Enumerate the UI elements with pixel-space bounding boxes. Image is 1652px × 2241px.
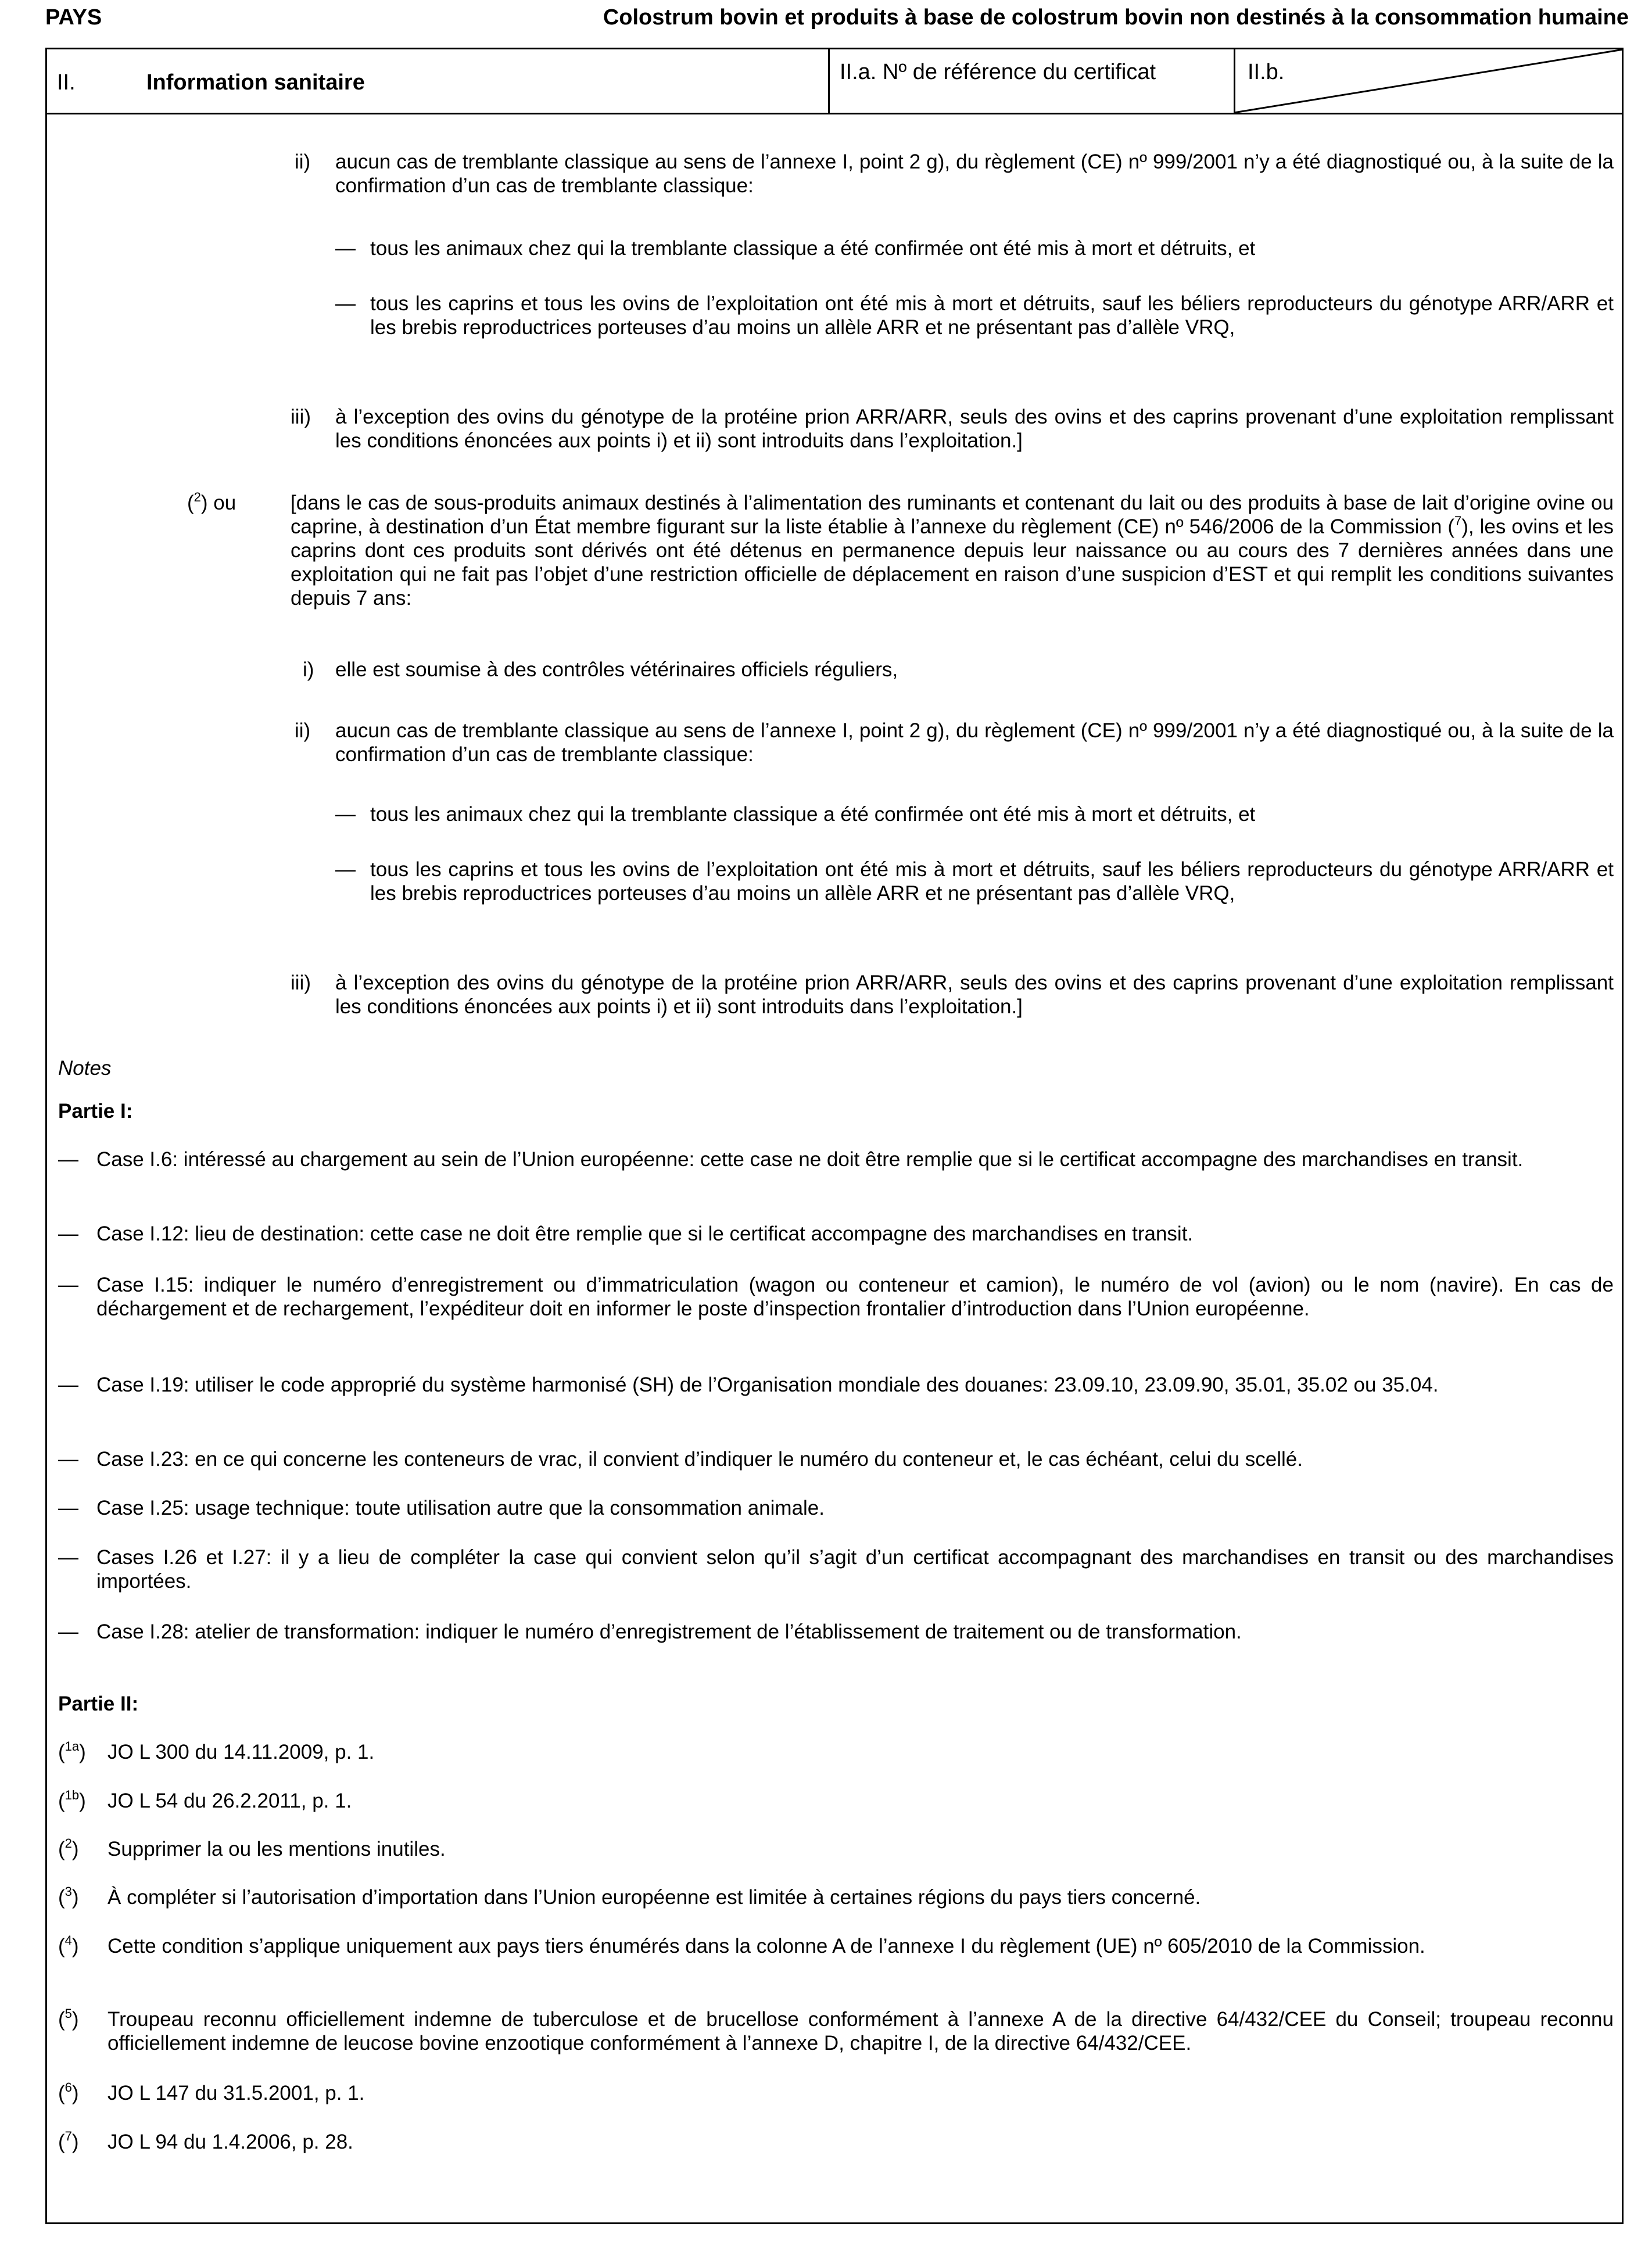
footnote-marker: ($^6$) (58, 2080, 79, 2104)
item-iii-marker: iii) (291, 406, 311, 428)
item-ii-text: aucun cas de tremblante classique au sens de l’annexe I, point 2 g), du règlement (CE) nº 999/2001 n’y a été diagnostiqué ou, à la suite de la confirmation d’un cas de tremblante classique: (335, 719, 1614, 766)
part1-note: Case I.6: intéressé au chargement au sein de l’Union européenne: cette case ne doit être remplie que si le certificat accompagne des marchandises en transit. (96, 1148, 1524, 1171)
footnote-text: JO L 54 du 26.2.2011, p. 1. (107, 1790, 352, 1812)
ref-number-label: II.a. Nº de référence du certificat (840, 60, 1156, 84)
item-iii-text: à l’exception des ovins du génotype de la protéine prion ARR/ARR, seuls des ovins et des caprins provenant d’une exploitation remplissant les conditions énoncées aux points i) et ii) sont introduits dans l’exploitation.] (335, 406, 1614, 452)
item-ii-marker: ii) (295, 150, 311, 173)
dash-marker: — (335, 803, 356, 826)
part1-note: Case I.25: usage technique: toute utilisation autre que la consommation animale. (96, 1497, 825, 1519)
footnote-marker: ($^{1b}$) (58, 1788, 86, 1812)
footnote-text: JO L 147 du 31.5.2001, p. 1. (107, 2082, 365, 2104)
footnote-marker: ($^7$) (58, 2129, 79, 2153)
dash-marker: — (58, 1374, 78, 1396)
part1-note: Case I.28: atelier de transformation: indiquer le numéro d’enregistrement de l’établissement de traitement ou de transformation. (96, 1620, 1242, 1643)
footnote-text: À compléter si l’autorisation d’importation dans l’Union européenne est limitée à certaines régions du pays tiers concerné. (107, 1886, 1201, 1909)
dash-marker: — (335, 858, 356, 881)
option-intro: [dans le cas de sous-produits animaux destinés à l’alimentation des ruminants et contenant du lait ou des produits à base de lait d’origine ovine ou caprine, à destination d’un État membre figurant sur la liste établie à l’annexe du règlement (CE) nº 546/2006 de la Commission ($^7$), les ovins et les caprins dont ces produits sont dérivés ont été détenus en permanence depuis leur naissance ou au cours des 7 dernières années dans une exploitation qui ne fait pas l’objet d’une restriction officielle de déplacement en raison d’une suspicion d’EST et qui remplit les conditions suivantes depuis 7 ans: (291, 492, 1614, 609)
dash-item-2: tous les caprins et tous les ovins de l’exploitation ont été mis à mort et détruits, sauf les béliers reproducteurs du génotype ARR/ARR et les brebis reproductrices porteuses d’au moins un allèle ARR et ne présentant pas d’allèle VRQ, (370, 292, 1614, 339)
footnote-marker: ($^{1a}$) (58, 1739, 86, 1763)
part1-note: Case I.23: en ce qui concerne les conteneurs de vrac, il convient d’indiquer le numéro du conteneur et, le cas échéant, celui du scellé. (96, 1448, 1303, 1471)
option-marker: ($^2$) ou (187, 490, 236, 514)
ref-b-diagonal (1234, 48, 1624, 114)
section-number: II. (57, 70, 76, 95)
dash-marker: — (58, 1497, 78, 1519)
dash-item-1: tous les animaux chez qui la tremblante classique a été confirmée ont été mis à mort et détruits, et (370, 237, 1256, 260)
footnote-marker: ($^4$) (58, 1933, 79, 1957)
dash-marker: — (335, 237, 356, 260)
footnote-marker: ($^2$) (58, 1836, 79, 1860)
item-i-text: elle est soumise à des contrôles vétérinaires officiels réguliers, (335, 658, 898, 681)
item-iii-text: à l’exception des ovins du génotype de la protéine prion ARR/ARR, seuls des ovins et des caprins provenant d’une exploitation remplissant les conditions énoncées aux points i) et ii) sont introduits dans l’exploitation.] (335, 971, 1614, 1018)
item-iii-marker: iii) (291, 971, 311, 994)
item-ii-marker: ii) (295, 719, 311, 742)
dash-marker: — (335, 292, 356, 315)
footnote-text: Supprimer la ou les mentions inutiles. (107, 1838, 446, 1860)
footnote-text: JO L 94 du 1.4.2006, p. 28. (107, 2131, 353, 2153)
item-i-marker: i) (303, 658, 314, 681)
dash-marker: — (58, 1148, 78, 1171)
dash-item-1: tous les animaux chez qui la tremblante classique a été confirmée ont été mis à mort et détruits, et (370, 803, 1256, 826)
ref-col-divider (828, 48, 830, 114)
notes-heading: Notes (58, 1057, 112, 1080)
footnote-text: JO L 300 du 14.11.2009, p. 1. (107, 1741, 375, 1763)
footnote-text: Troupeau reconnu officiellement indemne de tuberculose et de brucellose conformément à l’annexe A de la directive 64/432/CEE du Conseil; troupeau reconnu officiellement indemne de leucose bovine enzootique conformément à l’annexe D, chapitre I, de la directive 64/432/CEE. (107, 2008, 1614, 2054)
part1-note: Case I.19: utiliser le code approprié du système harmonisé (SH) de l’Organisation mondiale des douanes: 23.09.10, 23.09.90, 35.01, 35.02 ou 35.04. (96, 1374, 1439, 1396)
dash-marker: — (58, 1620, 78, 1643)
dash-marker: — (58, 1274, 78, 1296)
footnote-marker: ($^3$) (58, 1884, 79, 1909)
dash-marker: — (58, 1546, 78, 1569)
part1-note: Cases I.26 et I.27: il y a lieu de compléter la case qui convient selon qu’il s’agit d’un certificat accompagnant des marchandises en transit ou des marchandises importées. (96, 1546, 1614, 1593)
item-ii-text: aucun cas de tremblante classique au sens de l’annexe I, point 2 g), du règlement (CE) nº 999/2001 n’y a été diagnostiqué ou, à la suite de la confirmation d’un cas de tremblante classique: (335, 150, 1614, 197)
part1-note: Case I.15: indiquer le numéro d’enregistrement ou d’immatriculation (wagon ou conteneur et camion), le numéro de vol (avion) ou le nom (navire). En cas de déchargement et de rechargement, l’expéditeur doit en informer le poste d’inspection frontalier d’introduction dans l’Union européenne. (96, 1274, 1614, 1320)
dash-item-2: tous les caprins et tous les ovins de l’exploitation ont été mis à mort et détruits, sauf les béliers reproducteurs du génotype ARR/ARR et les brebis reproductrices porteuses d’au moins un allèle ARR et ne présentant pas d’allèle VRQ, (370, 858, 1614, 905)
part2-heading: Partie II: (58, 1693, 139, 1715)
footnote-marker: ($^5$) (58, 2006, 79, 2031)
ref-b-label: II.b. (1248, 60, 1285, 84)
footnote-text: Cette condition s’applique uniquement aux pays tiers énumérés dans la colonne A de l’annexe I du règlement (UE) nº 605/2010 de la Commission. (107, 1935, 1425, 1957)
document-title: Colostrum bovin et produits à base de colostrum bovin non destinés à la consommation humaine (603, 5, 1629, 30)
part1-note: Case I.12: lieu de destination: cette case ne doit être remplie que si le certificat accompagne des marchandises en transit. (96, 1222, 1194, 1245)
dash-marker: — (58, 1222, 78, 1245)
country-label: PAYS (45, 5, 102, 30)
dash-marker: — (58, 1448, 78, 1471)
section-label: Information sanitaire (146, 70, 365, 95)
part1-heading: Partie I: (58, 1100, 133, 1123)
